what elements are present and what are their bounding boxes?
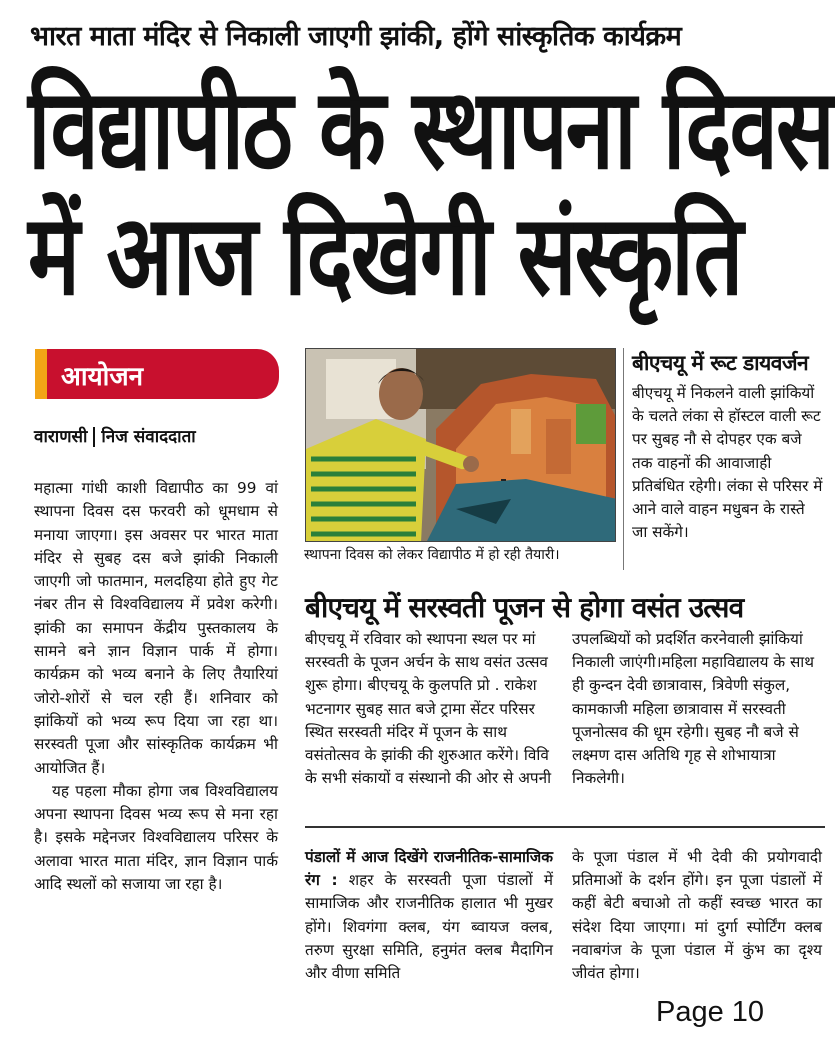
section-divider <box>305 826 825 828</box>
page-number-label: Page 10 <box>656 996 765 1028</box>
third-story-column-1 <box>305 846 553 985</box>
second-story-headline: बीएचयू में सरस्वती पूजन से होगा वसंत उत्सव <box>305 591 744 624</box>
byline <box>34 424 196 447</box>
third-story-column-1-text: शहर के सरस्वती पूजा पंडालों में सामाजिक और राजनीतिक हालात भी मुखर होंगे। शिवगंगा क्लब, यंग ब्वायज क्लब, तरुण सुरक्षा समिति, हनुमंत क्लब मैदागिन और वीणा समिति <box>305 871 553 983</box>
second-story-column-2: उपलब्धियों को प्रदर्शित करनेवाली झांकियां निकाली जाएंगी।महिला महाविद्यालय के साथ ही कुन्दन देवी छात्रावास, त्रिवेणी संकुल, कामकाजी महिला छात्रावास में सरस्वती पूजनोत्सव की धूम रहेगी। सुबह नौ बजे से लक्ष्मण दास अतिथि गृह से शोभायात्रा निकलेगी। <box>572 630 815 788</box>
section-tag-label: आयोजन <box>61 362 144 392</box>
byline-separator <box>93 427 95 447</box>
photo-caption: स्थापना दिवस को लेकर विद्यापीठ में हो रही तैयारी। <box>304 547 560 563</box>
third-story-column-2: के पूजा पंडाल में भी देवी की प्रयोगवादी प्रतिमाओं के दर्शन होंगे। इन पूजा पंडालों में कहीं बेटी बचाओ तो कहीं स्वच्छ भारत का संदेश दिया जाएगा। मां दुर्गा स्पोर्टिंग क्लब नवाबगंज के पूजा पंडाल में कुंभ का दृश्य जीवंत होगा। <box>572 848 822 983</box>
main-story-paragraph-2: यह पहला मौका होगा जब विश्वविद्यालय अपना स्थापना दिवस भव्य रूप से मना रहा है। इसके मद्देनजर विश्वविद्यालय परिसर के अलावा भारत माता मंदिर, ज्ञान विज्ञान पार्क आदि स्थलों को सजाया जा रहा है। <box>34 781 278 894</box>
photo-illustration <box>306 349 616 542</box>
byline-city: वाराणसी <box>34 427 88 447</box>
main-headline-line-2: में आज दिखेगी संस्कृति <box>28 189 742 321</box>
third-story-lead: पंडालों में आज दिखेंगे राजनीतिक-सामाजिक रंग : <box>305 848 553 890</box>
byline-reporter: निज संवाददाता <box>101 427 196 447</box>
news-photo <box>305 348 616 542</box>
main-story-paragraph-1: महात्मा गांधी काशी विद्यापीठ का 99 वां स्थापना दिवस दस फरवरी को धूमधाम से मनाया जाएगा। इस अवसर पर भारत माता मंदिर से सुबह दस बजे झांकी निकाली जाएगी जो फातमान, मलदहिया होते हुए गेट नंबर तीन से विश्वविद्यालय में प्रवेश करेगी। झांकी का समापन केंद्रीय पुस्तकालय के सामने बने ज्ञान विज्ञान पार्क में होगा। कार्यक्रम को भव्य बनाने के लिए तैयारियां जोरो-शोरों से चल रही हैं। शनिवार को झांकियों को भव्य रूप दिया जा रहा था। सरस्वती पूजा और सांस्कृतिक कार्यक्रम भी आयोजित हैं। <box>34 479 278 777</box>
main-headline-line-1: विद्यापीठ के स्थापना दिवस <box>28 63 833 195</box>
sidebar-title: बीएचयू में रूट डायवर्जन <box>632 351 809 375</box>
section-tag <box>35 349 279 399</box>
sidebar-text: बीएचयू में निकलने वाली झांकियों के चलते लंका से हॉस्टल वाली रूट पर सुबह नौ से दोपहर एक बजे तक वाहनों की आवाजाही प्रतिबंधित रहेगी। लंका से परिसर में आने वाले वाहन मधुबन के रास्ते जा सकेंगे। <box>632 384 823 542</box>
second-story-column-1: बीएचयू में रविवार को स्थापना स्थल पर मां सरस्वती के पूजन अर्चन के साथ वसंत उत्सव शुरू होगा। बीएचयू के कुलपति प्रो . राकेश भटनागर सुबह सात बजे ट्रामा सेंटर परिसर स्थित सरस्वती मंदिर में पूजन के साथ वसंतोत्सव के झांकी की शुरुआत करेंगे। विवि के सभी संकायों व संस्थानो की ओर से अपनी <box>305 630 552 788</box>
column-divider <box>623 348 624 570</box>
main-story-column <box>34 477 278 896</box>
kicker-headline: भारत माता मंदिर से निकाली जाएगी झांकी, होंगे सांस्कृतिक कार्यक्रम <box>30 21 682 52</box>
